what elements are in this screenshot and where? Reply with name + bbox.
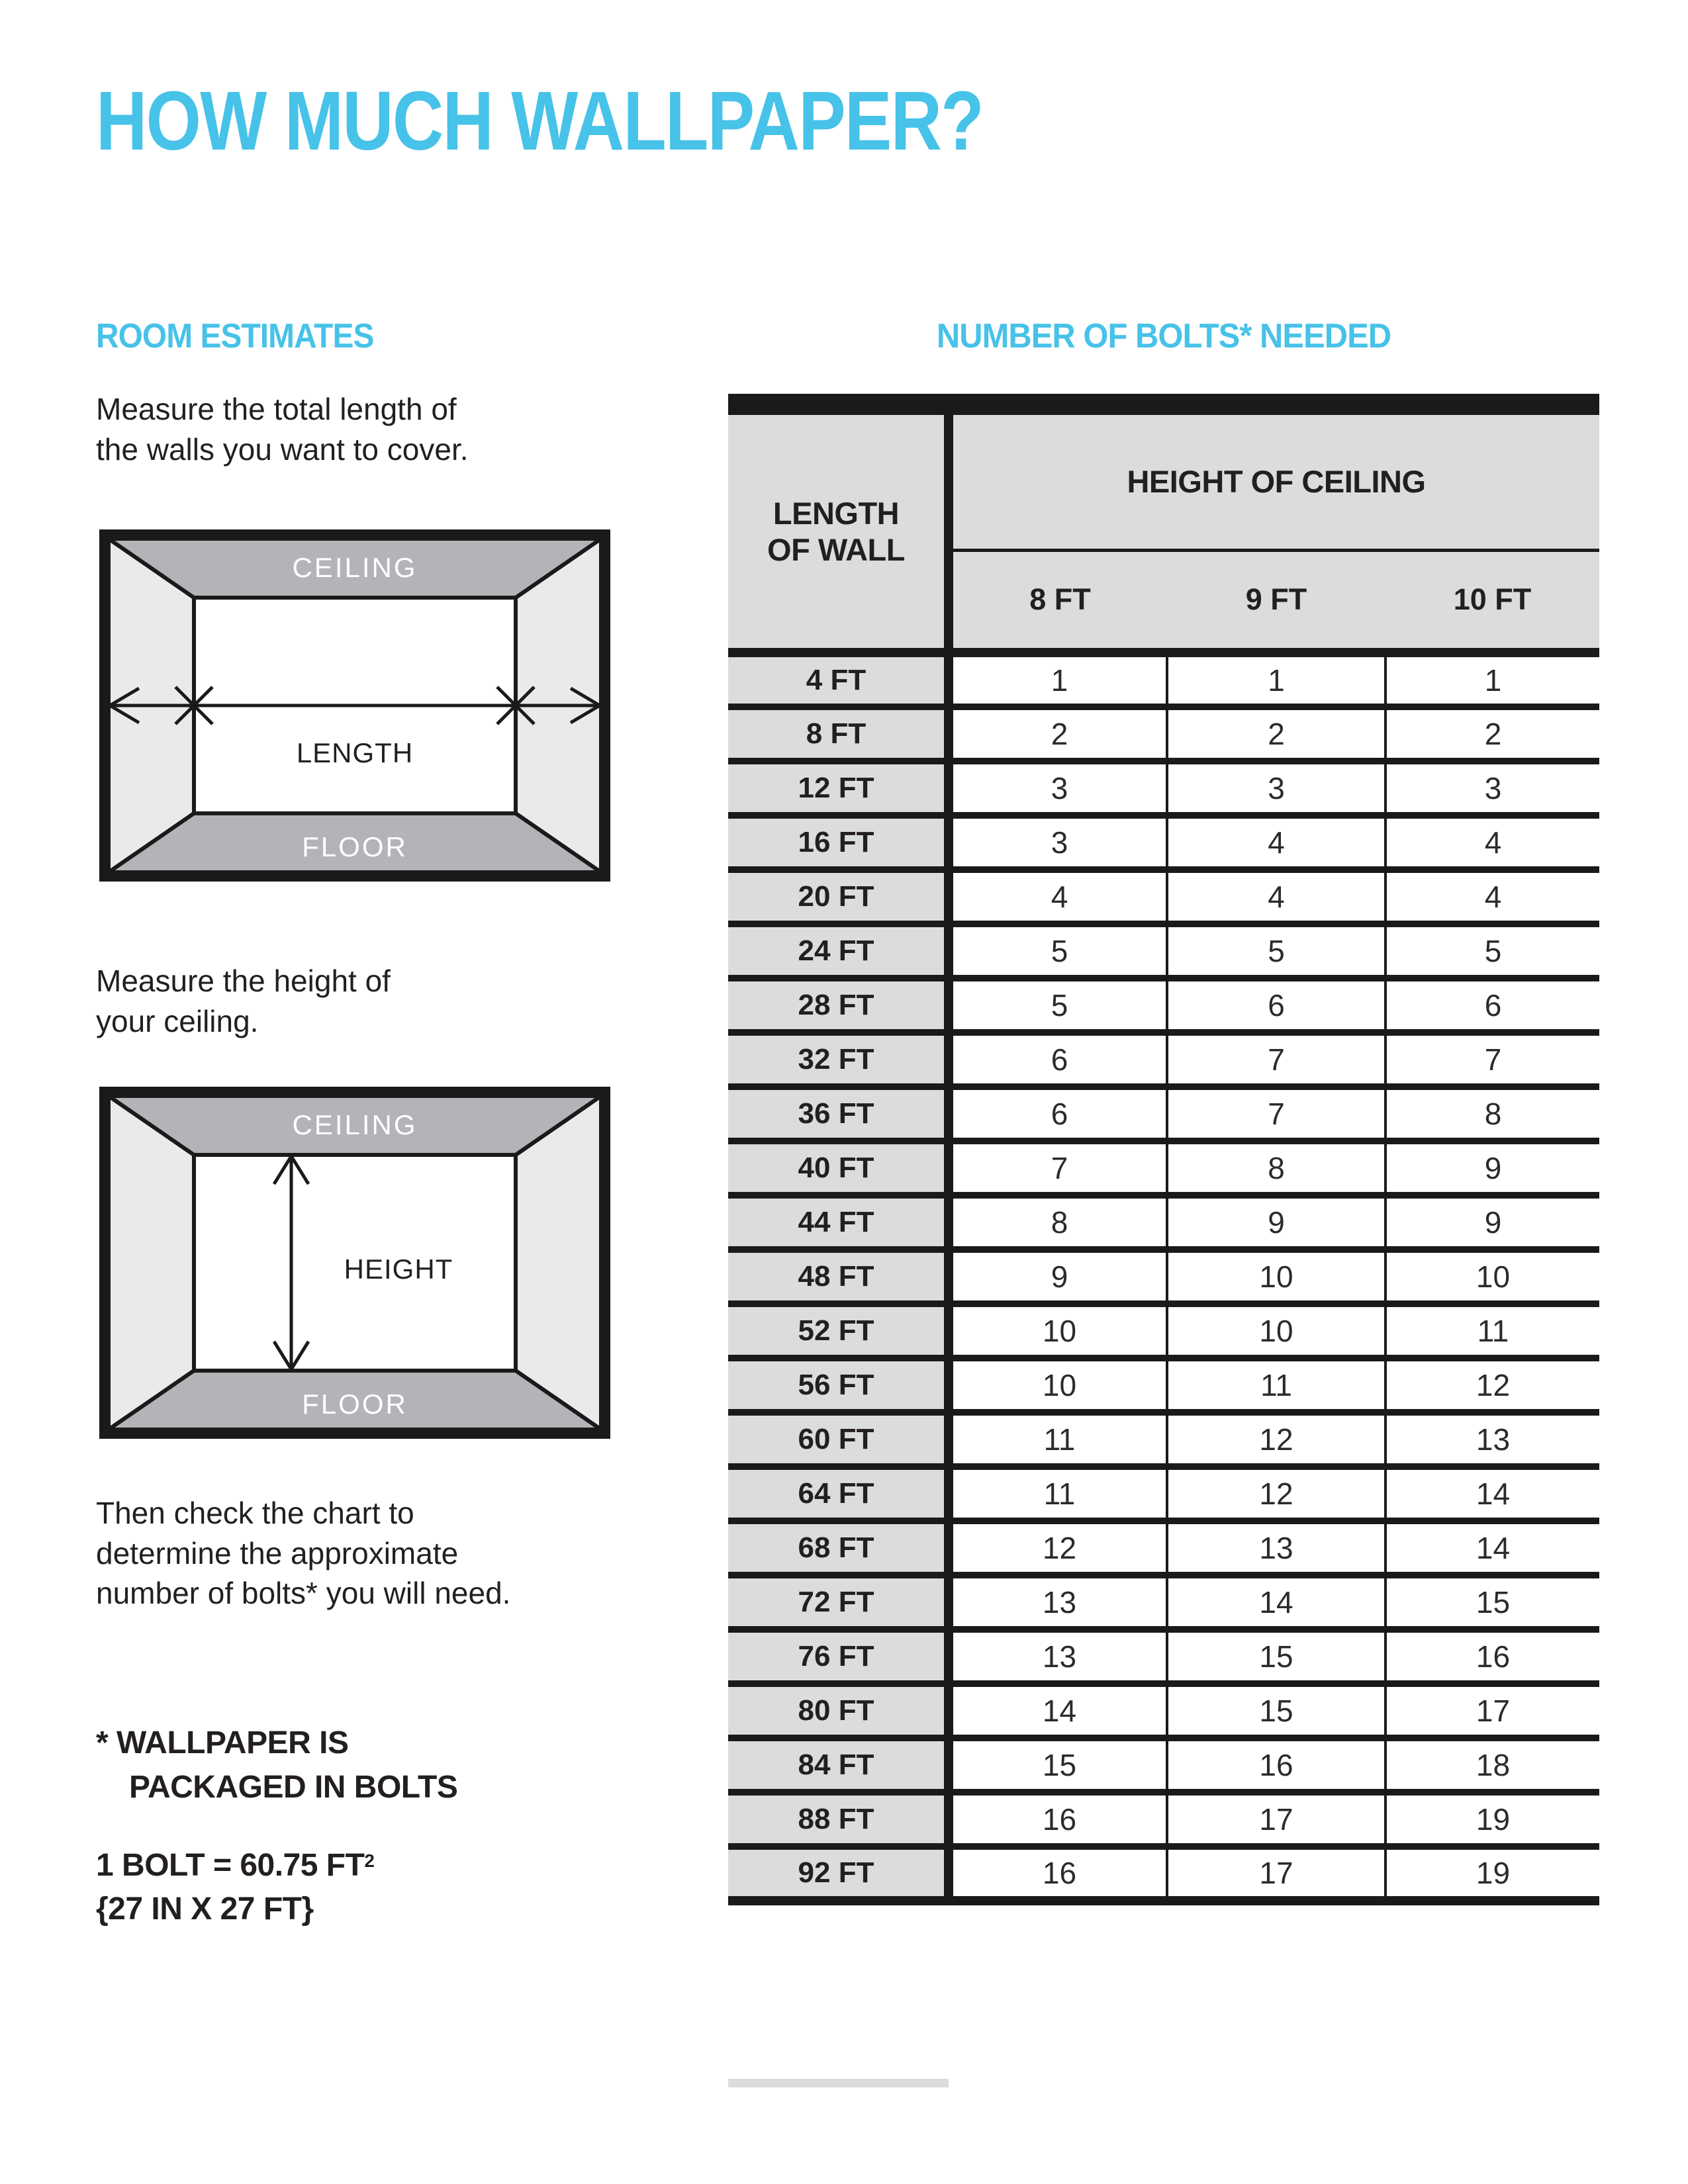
table-row — [728, 1304, 1599, 1358]
wall-length-label: 72 FT — [728, 1575, 949, 1629]
bolt-count-cell: 15 — [1385, 1575, 1599, 1629]
table-row — [728, 653, 1599, 707]
table-row — [728, 707, 1599, 761]
table-row — [728, 1629, 1599, 1684]
bolt-count-cell: 9 — [1385, 1195, 1599, 1250]
bolt-count-cell: 3 — [949, 815, 1167, 870]
wall-length-label: 88 FT — [728, 1792, 949, 1846]
bolt-count-cell: 14 — [949, 1684, 1167, 1738]
table-row — [728, 1467, 1599, 1521]
table-row — [728, 1250, 1599, 1304]
bolt-count-cell: 7 — [1167, 1087, 1385, 1141]
paragraph-line: your ceiling. — [96, 1003, 259, 1038]
bolt-count-cell: 16 — [1385, 1629, 1599, 1684]
bolt-count-cell: 17 — [1385, 1684, 1599, 1738]
bolts-needed-heading: NUMBER OF BOLTS* NEEDED — [936, 317, 1391, 355]
bolt-count-cell: 2 — [1167, 707, 1385, 761]
bolt-dimensions-line: {27 IN X 27 FT} — [96, 1891, 314, 1927]
bolt-count-cell: 14 — [1385, 1521, 1599, 1575]
bolt-count-cell: 15 — [1167, 1629, 1385, 1684]
bolt-count-cell: 14 — [1167, 1575, 1385, 1629]
bolt-count-cell: 5 — [1167, 924, 1385, 978]
bolt-count-cell: 19 — [1385, 1792, 1599, 1846]
bolt-size-line: 1 BOLT = 60.75 $FT^2$ — [96, 1848, 375, 1883]
wall-length-label: 12 FT — [728, 761, 949, 815]
table-row — [728, 1141, 1599, 1195]
paragraph-line: Measure the total length of — [96, 392, 457, 426]
paragraph-line: the walls you want to cover. — [96, 432, 469, 467]
bolt-count-cell: 3 — [1385, 761, 1599, 815]
wall-length-label: 4 FT — [728, 653, 949, 707]
height-label: HEIGHT — [344, 1253, 453, 1285]
floor-label: FLOOR — [302, 1388, 408, 1420]
bolt-table-body — [728, 653, 1599, 1901]
bolt-count-cell: 3 — [949, 761, 1167, 815]
bolt-definition — [96, 1844, 374, 1931]
footnote-line: * WALLPAPER IS — [96, 1725, 349, 1760]
bolt-count-cell: 13 — [1167, 1521, 1385, 1575]
table-row — [728, 1412, 1599, 1467]
group-header-height-of-ceiling: HEIGHT OF CEILING — [949, 404, 1599, 550]
bolt-count-cell: 7 — [949, 1141, 1167, 1195]
corner-header-length-of-wall: LENGTH OF WALL — [728, 404, 949, 653]
wall-length-label: 28 FT — [728, 978, 949, 1032]
bolt-count-cell: 8 — [1385, 1087, 1599, 1141]
table-row — [728, 1575, 1599, 1629]
wall-length-label: 36 FT — [728, 1087, 949, 1141]
bolt-count-cell: 16 — [949, 1792, 1167, 1846]
bolt-count-cell: 3 — [1167, 761, 1385, 815]
table-row — [728, 978, 1599, 1032]
step2-text — [96, 961, 391, 1041]
bolt-count-cell: 9 — [1385, 1141, 1599, 1195]
wall-length-label: 60 FT — [728, 1412, 949, 1467]
bolt-count-cell: 10 — [1385, 1250, 1599, 1304]
bolt-count-cell: 7 — [1167, 1032, 1385, 1087]
footnote-line: PACKAGED IN BOLTS — [129, 1770, 458, 1805]
room-length-diagram — [99, 529, 610, 882]
step3-text — [96, 1493, 510, 1614]
wallpaper-footnote — [96, 1721, 457, 1809]
bolt-count-cell: 6 — [949, 1032, 1167, 1087]
table-row — [728, 1738, 1599, 1792]
table-row — [728, 1846, 1599, 1901]
wall-length-label: 56 FT — [728, 1358, 949, 1412]
col-header-10ft: 10 FT — [1385, 550, 1599, 653]
room-estimates-heading: ROOM ESTIMATES — [96, 317, 374, 355]
bolt-count-cell: 15 — [1167, 1684, 1385, 1738]
wall-length-label: 76 FT — [728, 1629, 949, 1684]
bolt-count-cell: 13 — [1385, 1412, 1599, 1467]
paragraph-line: determine the approximate — [96, 1535, 459, 1570]
col-header-8ft: 8 FT — [949, 550, 1167, 653]
paragraph-line: Measure the height of — [96, 964, 391, 998]
bolt-count-cell: 9 — [1167, 1195, 1385, 1250]
bolt-count-cell: 4 — [1385, 815, 1599, 870]
wall-length-label: 52 FT — [728, 1304, 949, 1358]
wall-length-label: 48 FT — [728, 1250, 949, 1304]
bolt-count-cell: 10 — [1167, 1250, 1385, 1304]
bolt-count-cell: 11 — [1385, 1304, 1599, 1358]
ceiling-label: CEILING — [292, 552, 418, 583]
wall-length-label: 8 FT — [728, 707, 949, 761]
bolt-count-cell: 16 — [1167, 1738, 1385, 1792]
bolt-count-cell: 5 — [949, 978, 1167, 1032]
bolt-count-cell: 6 — [1385, 978, 1599, 1032]
wall-length-label: 32 FT — [728, 1032, 949, 1087]
bolt-count-cell: 11 — [949, 1412, 1167, 1467]
bolt-count-cell: 2 — [1385, 707, 1599, 761]
bolt-count-cell: 6 — [1167, 978, 1385, 1032]
table-row — [728, 761, 1599, 815]
bolt-count-cell: 15 — [949, 1738, 1167, 1792]
bolt-count-cell: 6 — [949, 1087, 1167, 1141]
bolt-count-cell: 17 — [1167, 1792, 1385, 1846]
room-height-diagram — [99, 1087, 610, 1439]
bolt-count-cell: 19 — [1385, 1846, 1599, 1901]
table-row — [728, 924, 1599, 978]
wall-length-label: 84 FT — [728, 1738, 949, 1792]
wall-length-label: 68 FT — [728, 1521, 949, 1575]
paragraph-line: number of bolts* you will need. — [96, 1576, 511, 1611]
wall-length-label: 64 FT — [728, 1467, 949, 1521]
table-row — [728, 1521, 1599, 1575]
bolt-count-cell: 1 — [1167, 653, 1385, 707]
bolt-count-cell: 10 — [949, 1304, 1167, 1358]
bolt-count-cell: 12 — [1167, 1467, 1385, 1521]
bolt-count-cell: 4 — [1167, 870, 1385, 924]
ceiling-label: CEILING — [292, 1109, 418, 1140]
table-row — [728, 1195, 1599, 1250]
bolts-needed-table — [728, 394, 1599, 1905]
bolt-count-cell: 17 — [1167, 1846, 1385, 1901]
bolt-count-cell: 13 — [949, 1575, 1167, 1629]
page-title: HOW MUCH WALLPAPER? — [96, 74, 984, 167]
wall-length-label: 20 FT — [728, 870, 949, 924]
bolt-count-cell: 1 — [949, 653, 1167, 707]
length-label: LENGTH — [296, 737, 414, 768]
table-row — [728, 815, 1599, 870]
col-header-9ft: 9 FT — [1167, 550, 1385, 653]
table-row — [728, 1358, 1599, 1412]
table-footer-strip — [728, 2079, 949, 2087]
table-row — [728, 1792, 1599, 1846]
wall-length-label: 44 FT — [728, 1195, 949, 1250]
table-row — [728, 870, 1599, 924]
bolt-count-cell: 10 — [949, 1358, 1167, 1412]
wall-length-label: 40 FT — [728, 1141, 949, 1195]
bolt-count-cell: 18 — [1385, 1738, 1599, 1792]
bolt-count-cell: 2 — [949, 707, 1167, 761]
superscript-2: 2 — [364, 1850, 375, 1872]
bolt-count-cell: 4 — [1167, 815, 1385, 870]
bolt-count-cell: 13 — [949, 1629, 1167, 1684]
paragraph-line: Then check the chart to — [96, 1496, 414, 1530]
bolt-count-cell: 7 — [1385, 1032, 1599, 1087]
bolt-count-cell: 12 — [1385, 1358, 1599, 1412]
wall-length-label: 92 FT — [728, 1846, 949, 1901]
bolt-count-cell: 5 — [1385, 924, 1599, 978]
bolt-count-cell: 8 — [1167, 1141, 1385, 1195]
bolt-count-cell: 11 — [1167, 1358, 1385, 1412]
bolt-count-cell: 12 — [949, 1521, 1167, 1575]
wall-length-label: 24 FT — [728, 924, 949, 978]
bolt-count-cell: 10 — [1167, 1304, 1385, 1358]
step1-text — [96, 389, 469, 469]
bolt-count-cell: 4 — [1385, 870, 1599, 924]
bolt-count-cell: 12 — [1167, 1412, 1385, 1467]
bolt-count-cell: 14 — [1385, 1467, 1599, 1521]
wall-length-label: 16 FT — [728, 815, 949, 870]
bolt-count-cell: 5 — [949, 924, 1167, 978]
floor-label: FLOOR — [302, 831, 408, 862]
wall-length-label: 80 FT — [728, 1684, 949, 1738]
bolt-count-cell: 8 — [949, 1195, 1167, 1250]
bolt-count-cell: 11 — [949, 1467, 1167, 1521]
table-row — [728, 1087, 1599, 1141]
bolt-count-cell: 1 — [1385, 653, 1599, 707]
bolt-count-cell: 16 — [949, 1846, 1167, 1901]
bolt-count-cell: 4 — [949, 870, 1167, 924]
table-row — [728, 1032, 1599, 1087]
table-row — [728, 1684, 1599, 1738]
bolt-count-cell: 9 — [949, 1250, 1167, 1304]
